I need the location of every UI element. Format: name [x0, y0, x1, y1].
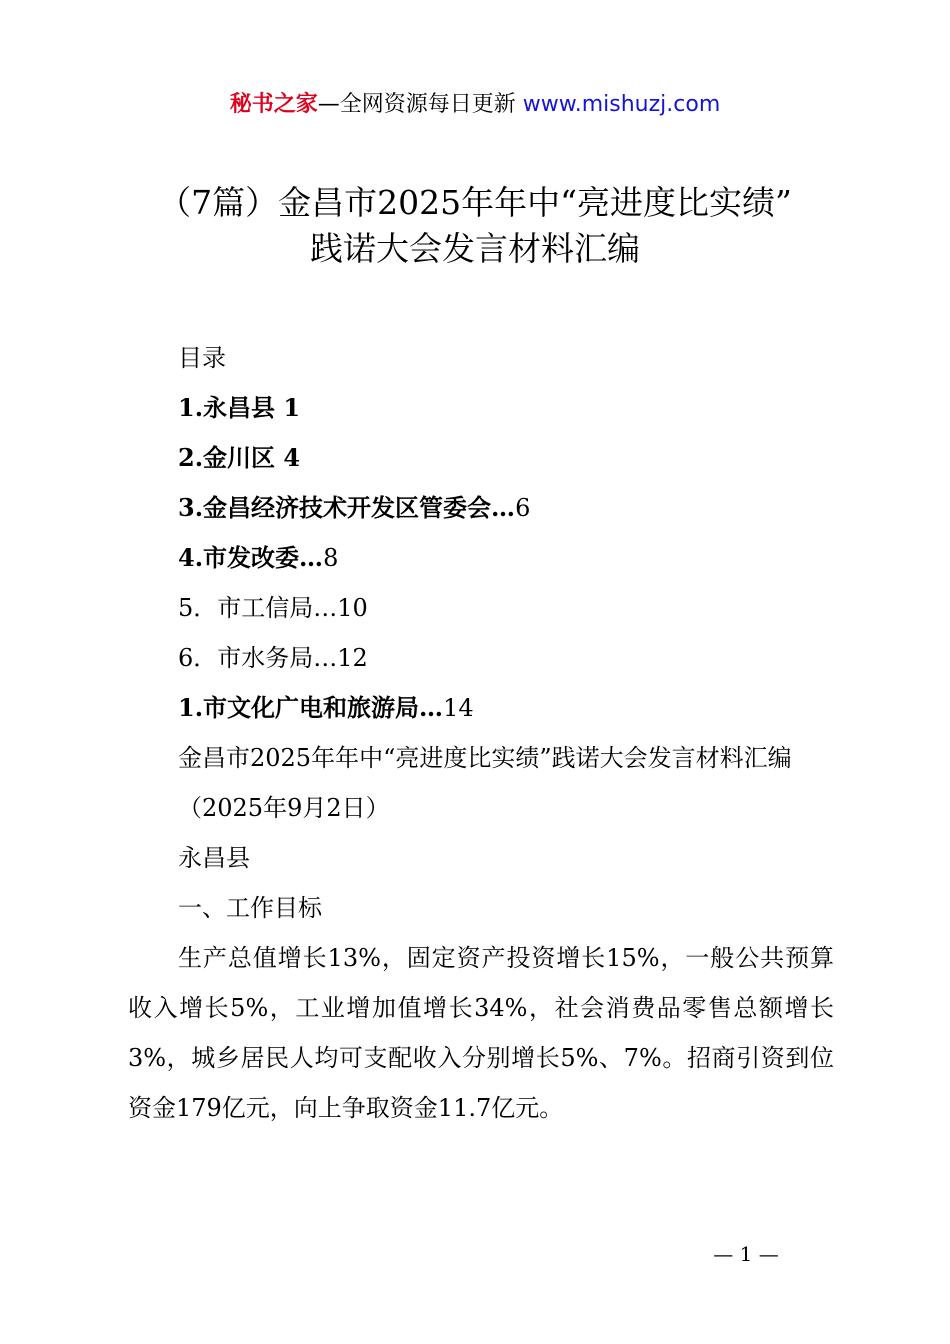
site-header: [0, 88, 950, 122]
toc-item-label: 5．市工信局…10: [178, 594, 368, 622]
toc-heading: 目录: [178, 344, 226, 372]
toc-item: [128, 583, 834, 633]
brand-name: 秘书之家: [229, 92, 318, 117]
toc-item-label: 4.市发改委…: [178, 543, 324, 572]
header-tagline: —全网资源每日更新: [317, 92, 523, 117]
subsection-heading: 一、工作目标: [178, 894, 322, 922]
toc-item: [128, 483, 834, 533]
toc-item: [128, 683, 834, 733]
toc-item-label: 1.市文化广电和旅游局…: [178, 693, 444, 722]
body-doc-title: 金昌市2025年年中“亮进度比实绩”践诺大会发言材料汇编: [178, 744, 792, 772]
title-line-1: （7篇）金昌市2025年年中“亮进度比实绩”: [158, 183, 792, 222]
site-url[interactable]: www.mishuzj.com: [522, 92, 721, 117]
toc-item-label: 1.永昌县 1: [178, 393, 301, 422]
section-heading: 永昌县: [178, 844, 250, 872]
toc-item-page: 8: [323, 544, 339, 572]
toc-item-page: 6: [515, 494, 531, 522]
document-body: [128, 333, 834, 1133]
document-title: [0, 180, 950, 272]
toc-item: [128, 383, 834, 433]
toc-item: [128, 633, 834, 683]
toc-item: [128, 433, 834, 483]
toc-item-label: 6．市水务局…12: [178, 644, 368, 672]
page-number: — 1 —: [713, 1242, 779, 1266]
document-date: （2025年9月2日）: [178, 794, 390, 822]
toc-item-label: 3.金昌经济技术开发区管委会…: [178, 493, 516, 522]
toc-item: [128, 533, 834, 583]
title-line-2: 践诺大会发言材料汇编: [310, 229, 640, 268]
body-paragraph: 生产总值增长13%，固定资产投资增长15%，一般公共预算收入增长5%，工业增加值增长34%，社会消费品零售总额增长3%，城乡居民人均可支配收入分别增长5%、7%。招商引资到位资金179亿元，向上争取资金11.7亿元。: [128, 944, 834, 1122]
toc-item-page: 14: [443, 694, 474, 722]
toc-item-label: 2.金川区 4: [178, 443, 301, 472]
